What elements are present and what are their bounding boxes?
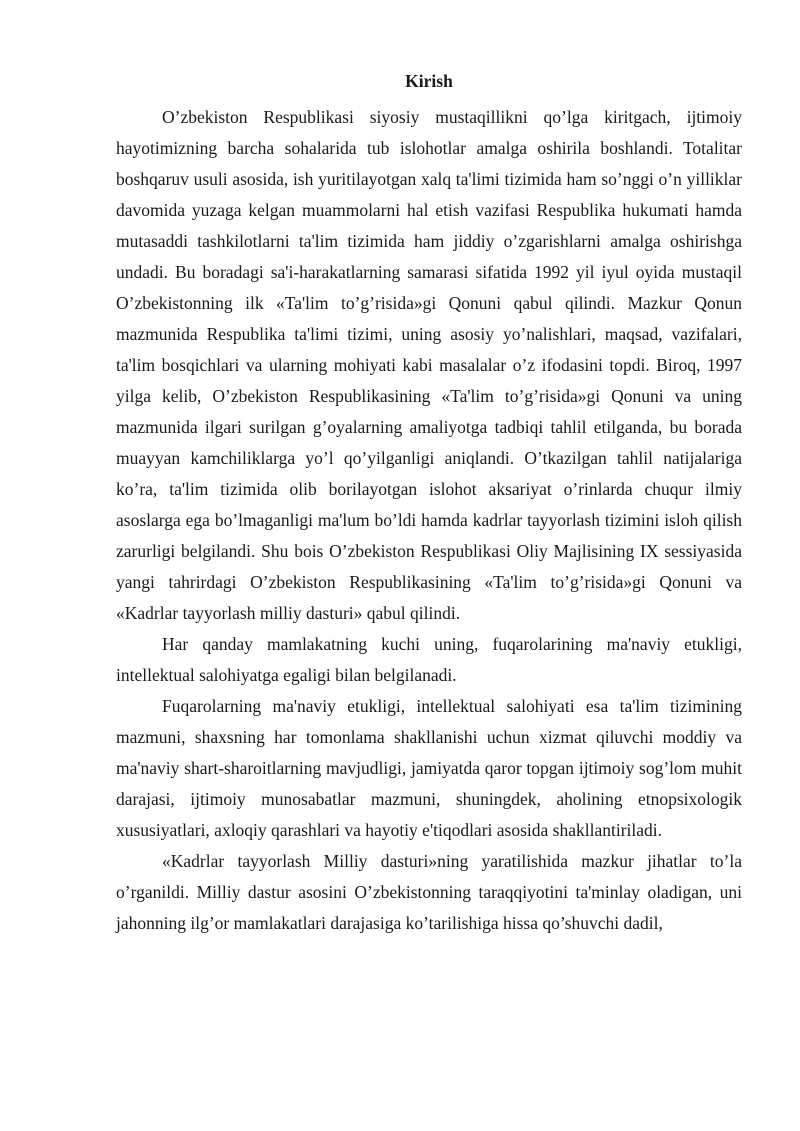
paragraph-1: O’zbekiston Respublikasi siyosiy mustaqillikni qo’lga kiritgach, ijtimoiy hayotimizning barcha sohalarida tub islohotlar amalga oshirila boshlandi. Totalitar boshqaruv usuli asosida, ish yuritilayotgan xalq ta'limi tizimida ham so’nggi o’n yilliklar davomida yuzaga kelgan muammolarni hal etish vazifasi Respublika hukumati hamda mutasaddi tashkilotlarni ta'lim tizimida ham jiddiy o’zgarishlarni amalga oshirishga undadi. Bu boradagi sa'i-harakatlarning samarasi sifatida 1992 yil iyul oyida mustaqil O’zbekistonning ilk «Ta'lim to’g’risida»gi Qonuni qabul qilindi. Mazkur Qonun mazmunida Respublika ta'limi tizimi, uning asosiy yo’nalishlari, maqsad, vazifalari, ta'lim bosqichlari va ularning mohiyati kabi masalalar o’z ifodasini topdi. Biroq, 1997 yilga kelib, O’zbekiston Respublikasining «Ta'lim to’g’risida»gi Qonuni va uning mazmunida ilgari surilgan g’oyalarning amaliyotga tadbiqi tahlil etilganda, bu borada muayyan kamchiliklarga yo’l qo’yilganligi aniqlandi. O’tkazilgan tahlil natijalariga ko’ra, ta'lim tizimida olib borilayotgan islohot aksariyat o’rinlarda chuqur ilmiy asoslarga ega bo’lmaganligi ma'lum bo’ldi hamda kadrlar tayyorlash tizimini isloh qilish zarurligi belgilandi. Shu bois O’zbekiston Respublikasi Oliy Majlisining IX sessiyasida yangi tahrirdagi O’zbekiston Respublikasining «Ta'lim to’g’risida»gi Qonuni va «Kadrlar tayyorlash milliy dasturi» qabul qilindi. bbox=[116, 107, 742, 623]
paragraph-3: Fuqarolarning ma'naviy etukligi, intellektual salohiyati esa ta'lim tizimining mazmuni, shaxsning har tomonlama shakllanishi uchun xizmat qiluvchi moddiy va ma'naviy shart-sharoitlarning mavjudligi, jamiyatda qaror topgan ijtimoiy sog’lom muhit darajasi, ijtimoiy munosabatlar mazmuni, shuningdek, aholining etnopsixologik xususiyatlari, axloqiy qarashlari va hayotiy e'tiqodlari asosida shakllantiriladi. bbox=[116, 696, 742, 840]
paragraph-2: Har qanday mamlakatning kuchi uning, fuqarolarining ma'naviy etukligi, intellektual salohiyatga egaligi bilan belgilanadi. bbox=[116, 634, 742, 685]
paragraph-4: «Kadrlar tayyorlash Milliy dasturi»ning yaratilishida mazkur jihatlar to’la o’rganildi. Milliy dastur asosini O’zbekistonning taraqqiyotini ta'minlay oladigan, uni jahonning ilg’or mamlakatlari darajasiga ko’tarilishiga hissa qo’shuvchi dadil, bbox=[116, 851, 742, 933]
document-title: Kirish bbox=[405, 71, 453, 91]
